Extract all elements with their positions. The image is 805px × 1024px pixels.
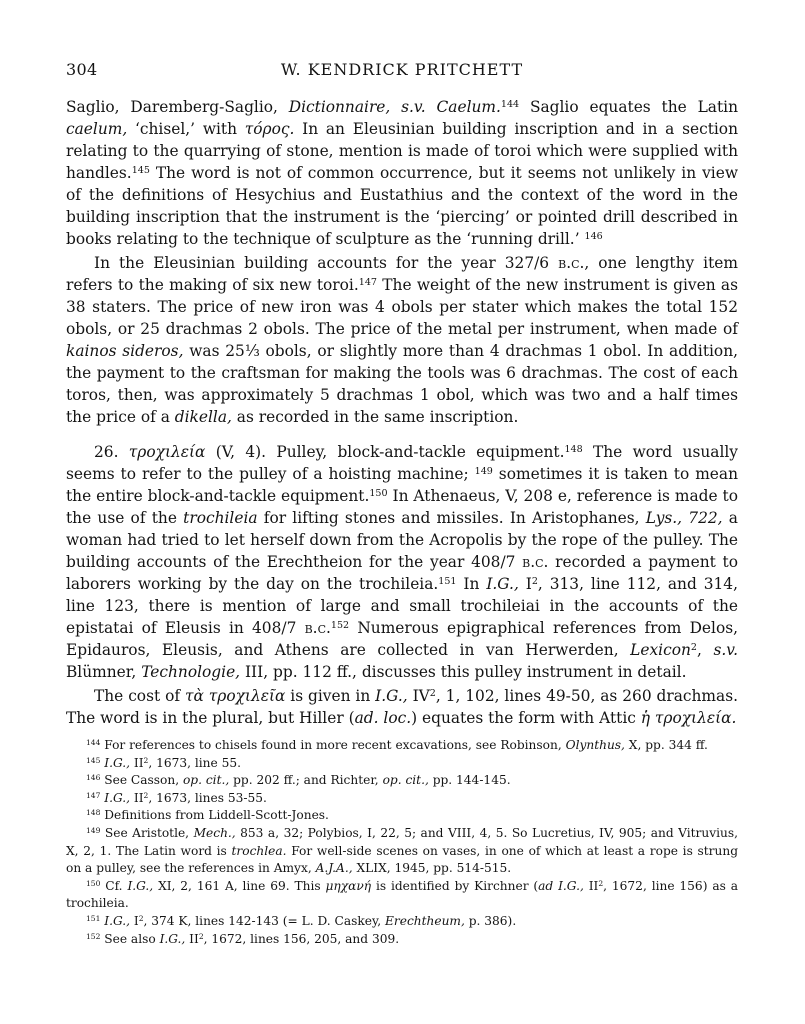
- italic-text: 722,: [688, 509, 723, 527]
- page-number: 304: [66, 60, 98, 79]
- note-marker: 2: [598, 878, 604, 888]
- text-run: XLIX, 1945, pp. 514-515.: [352, 861, 512, 876]
- text-run: I: [518, 575, 532, 593]
- text-run: ‘chisel,’ with: [127, 120, 245, 138]
- note-marker: 146: [86, 773, 101, 783]
- italic-text: Erechtheum,: [385, 913, 465, 928]
- small-caps-text: b.c.: [522, 553, 549, 571]
- text-run: pp. 144-145.: [428, 773, 511, 788]
- paragraph-4: [66, 685, 738, 729]
- italic-text: op. cit.,: [182, 773, 230, 788]
- italic-text: I.G.,: [104, 913, 131, 928]
- note-marker: 2: [690, 641, 697, 653]
- paragraph-1: [66, 96, 738, 250]
- text-run: ,: [696, 641, 714, 659]
- text-run: II: [583, 878, 599, 893]
- note-marker: 147: [358, 276, 377, 288]
- text-run: , 1673, line 55.: [148, 755, 241, 770]
- small-caps-text: b.c.: [304, 619, 331, 637]
- italic-text: Lexicon: [630, 641, 691, 659]
- text-run: , 1, 102, lines 49-50, as 260 drachmas. The word is in the plural, but Hiller (: [66, 687, 738, 727]
- italic-text: s.v.: [713, 641, 738, 659]
- text-run: II: [185, 931, 199, 946]
- text-run: Numerous epigraphical references from Delos, Epidauros, Eleusis, and Athens are collected in van Herwerden,: [66, 619, 739, 659]
- italic-text: τροχιλεία: [128, 443, 206, 461]
- note-marker: 2: [198, 931, 204, 941]
- italic-text: I.G.,: [159, 931, 186, 946]
- footnote-145: [66, 755, 738, 773]
- note-marker: 144: [86, 737, 101, 747]
- note-marker: 146: [584, 230, 603, 242]
- text-run: a woman had tried to let herself down from the Acropolis by the rope of the pulley. The building accounts of the Erechtheion for the year 408/7: [66, 509, 738, 571]
- text-run: For references to chisels found in more recent excavations, see Robinson,: [100, 738, 566, 752]
- footnote-150: [66, 878, 738, 913]
- small-caps-text: b.c.,: [558, 254, 590, 272]
- italic-text: τὰ τροχιλεῖα: [184, 687, 286, 705]
- note-marker: 2: [138, 913, 144, 923]
- italic-text: I.G.,: [104, 755, 131, 770]
- note-marker: 152: [330, 619, 350, 631]
- text-run: In Athenaeus, V, 208 e, reference is made to the use of the: [66, 487, 738, 527]
- italic-text: kainos sideros,: [66, 342, 184, 360]
- italic-text: Mech.,: [193, 825, 236, 840]
- italic-text: Olynthus,: [565, 738, 625, 752]
- text-run: as recorded in the same inscription.: [231, 408, 519, 426]
- text-run: ) equates the form with Attic: [411, 709, 641, 727]
- footnote-151: [66, 913, 738, 931]
- italic-text: I.G.,: [127, 878, 154, 893]
- paragraph-2: [66, 252, 738, 428]
- text-run: XI, 2, 161 A, line 69. This: [153, 878, 326, 893]
- text-run: p. 386).: [464, 913, 517, 928]
- text-run: In an Eleusinian building inscription and in a section relating to the quarrying of stone, mention is made of toroi which were supplied with handles.: [66, 120, 738, 182]
- italic-text: Lys.,: [645, 509, 683, 527]
- text-run: , 1672, lines 156, 205, and 309.: [203, 931, 400, 946]
- body-text: [66, 96, 738, 729]
- note-marker: 152: [86, 931, 101, 941]
- text-run: The weight of the new instrument is given as 38 staters. The price of new iron was 4 obols per stater which makes the total 152 obols, or 25 drachmas 2 obols. The price of the metal per instrument, when made of: [66, 276, 738, 338]
- note-marker: 2: [429, 687, 436, 699]
- text-run: The word is not of common occurrence, but it seems not unlikely in view of the definitions of Hesychius and Eustathius and the context of the word in the building inscription that the instrument is the ‘piercing’ or pointed drill described in books relating to the technique of sculpture as the ‘running drill.’: [66, 164, 738, 248]
- italic-text: op. cit.,: [382, 773, 429, 788]
- text-run: recorded a payment to laborers working by the day on the trochileia.: [66, 553, 738, 593]
- italic-text: A.J.A.,: [315, 861, 353, 876]
- text-run: pp. 202 ff.; and Richter,: [229, 773, 383, 788]
- italic-text: caelum,: [66, 120, 128, 138]
- text-run: II: [130, 790, 144, 805]
- note-marker: 148: [86, 808, 101, 818]
- italic-text: dikella,: [174, 408, 232, 426]
- note-marker: 149: [86, 825, 101, 835]
- text-run: Blümner,: [66, 663, 142, 681]
- italic-text: I.G.,: [486, 575, 519, 593]
- note-marker: 148: [564, 443, 583, 455]
- text-run: , 374 K, lines 142-143 (= L. D. Caskey,: [143, 913, 386, 928]
- note-marker: 149: [474, 465, 493, 477]
- footnote-148: [66, 807, 738, 825]
- text-run: 26.: [94, 443, 129, 461]
- running-head: W. KENDRICK PRITCHETT: [280, 60, 524, 79]
- note-marker: 144: [500, 98, 520, 110]
- footnote-152: [66, 931, 738, 949]
- text-run: See Aristotle,: [100, 825, 194, 840]
- note-marker: 151: [438, 575, 457, 587]
- text-run: , 1672, line 156) as a trochileia.: [66, 878, 738, 911]
- page-header: [66, 60, 738, 84]
- text-run: For well-side scenes on vases, in one of which at least a rope is strung on a pulley, see the references in Amyx,: [66, 843, 739, 876]
- text-run: IV: [407, 687, 430, 705]
- footnote-147: [66, 790, 738, 808]
- text-run: is given in: [285, 687, 376, 705]
- italic-text: ἡ τροχιλεία.: [640, 709, 737, 727]
- italic-text: Dictionnaire, s.v. Caelum.: [288, 98, 501, 116]
- text-run: sometimes it is taken to mean the entire block-and-tackle equipment.: [66, 465, 738, 505]
- footnote-146: [66, 772, 738, 790]
- footnote-144: [66, 737, 738, 755]
- text-run: X, pp. 344 ff.: [624, 738, 708, 752]
- text-run: Saglio, Daremberg-Saglio,: [66, 98, 289, 116]
- text-run: Saglio equates the Latin: [519, 98, 738, 116]
- text-run: II: [130, 755, 144, 770]
- note-marker: 150: [86, 878, 101, 888]
- text-run: , 1673, lines 53-55.: [148, 790, 267, 805]
- italic-text: μηχανή: [325, 878, 372, 893]
- text-run: (V, 4). Pulley, block-and-tackle equipment.: [205, 443, 565, 461]
- text-run: III, pp. 112 ff., discusses this pulley instrument in detail.: [240, 663, 687, 681]
- note-marker: 145: [131, 164, 150, 176]
- text-run: one lengthy item refers to the making of six new toroi.: [66, 254, 738, 294]
- text-run: The cost of: [94, 687, 185, 705]
- italic-text: Technologie,: [141, 663, 241, 681]
- italic-text: I.G.,: [104, 790, 131, 805]
- italic-text: ad. loc.: [354, 709, 412, 727]
- text-run: Cf.: [100, 878, 128, 893]
- italic-text: I.G.,: [375, 687, 408, 705]
- footnotes: [66, 737, 738, 948]
- text-run: See also: [100, 931, 160, 946]
- text-run: See Casson,: [100, 773, 183, 788]
- text-run: The word usually seems to refer to the pulley of a hoisting machine;: [66, 443, 738, 483]
- note-marker: 2: [143, 790, 149, 800]
- paragraph-3: [66, 441, 738, 683]
- text-run: In the Eleusinian building accounts for the year 327/6: [94, 254, 559, 272]
- italic-text: trochlea.: [231, 843, 287, 858]
- note-marker: 145: [86, 755, 101, 765]
- text-run: was 25⅓ obols, or slightly more than 4 drachmas 1 obol. In addition, the payment to the craftsman for making the tools was 6 drachmas. The cost of each toros, then, was approximately 5 drachmas 1 obol, which was two and a half times the price of a: [66, 342, 738, 426]
- text-run: Definitions from Liddell-Scott-Jones.: [100, 808, 329, 823]
- text-run: 853 a, 32; Polybios, I, 22, 5; and VIII, 4, 5. So Lucretius, IV, 905; and Vitruvius, X, 2, 1. The Latin word is: [66, 825, 738, 858]
- note-marker: 150: [369, 487, 388, 499]
- text-run: In: [456, 575, 487, 593]
- note-marker: 2: [143, 755, 149, 765]
- italic-text: trochileia: [183, 509, 258, 527]
- text-run: for lifting stones and missiles. In Aristophanes,: [257, 509, 646, 527]
- note-marker: 147: [86, 790, 101, 800]
- document-page: [66, 60, 738, 948]
- note-marker: 2: [531, 575, 538, 587]
- footnote-149: [66, 825, 738, 878]
- text-run: is identified by Kirchner (: [371, 878, 539, 893]
- italic-text: ad I.G.,: [538, 878, 584, 893]
- text-run: I: [130, 913, 139, 928]
- text-run: , 313, line 112, and 314, line 123, there is mention of large and small trochileiai in the accounts of the epistatai of Eleusis in 408/7: [66, 575, 738, 637]
- note-marker: 151: [86, 913, 101, 923]
- italic-text: τόρος.: [244, 120, 295, 138]
